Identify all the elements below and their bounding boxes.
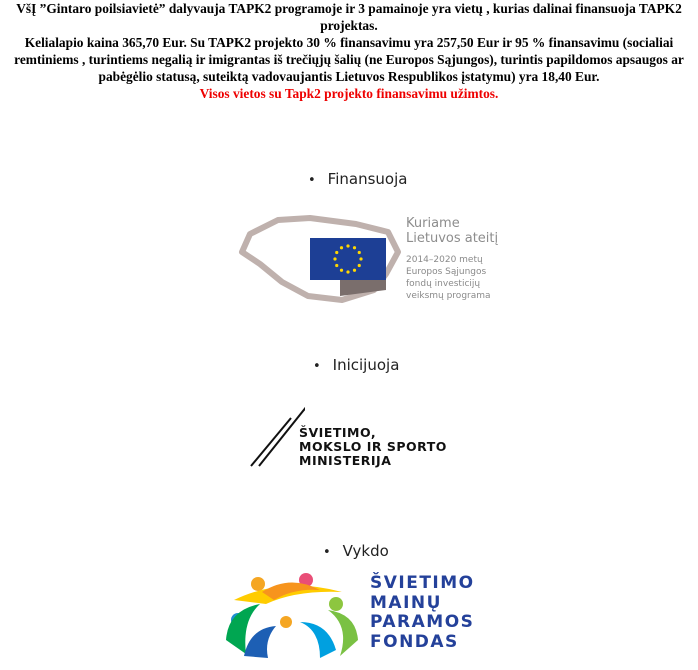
smpf-name-1: ŠVIETIMO (370, 573, 475, 593)
eu-star-icon (335, 264, 338, 267)
eu-star-icon (335, 251, 338, 254)
eu-logo-line-program: veiksmų programa (406, 291, 491, 301)
smpf-name-3: PARAMOS (370, 612, 475, 632)
ministry-name-1: ŠVIETIMO, (299, 425, 377, 440)
eu-star-icon (340, 269, 343, 272)
funding-notice: Visos vietos su Tapk2 projekto finansavimu užimtos. (199, 86, 499, 101)
people-circle-icon (224, 570, 360, 660)
eu-logo-period: 2014–2020 metų (406, 255, 483, 265)
funder-heading (308, 170, 407, 188)
eu-funds-logo (238, 212, 518, 308)
smpf-name-4: FONDAS (370, 631, 459, 652)
bullet-icon: • (308, 173, 316, 188)
eu-star-icon (353, 246, 356, 249)
eu-star-icon (359, 257, 362, 260)
eu-logo-slogan-1: Kuriame (406, 216, 460, 231)
eu-logo-line-eu: Europos Sąjungos (406, 267, 487, 277)
intro-paragraph-1: VšĮ ”Gintaro poilsiavietė” dalyvauja TAPK2 programoje ir 3 pamainoje yra vietų , kurias dalinai finansuoja TAPK2 projektas. (16, 1, 682, 33)
eu-logo-line-funds: fondų investicijų (406, 279, 481, 289)
ministry-name-2: MOKSLO IR SPORTO (299, 439, 447, 454)
ministry-logo (245, 404, 505, 474)
bullet-icon: • (313, 359, 321, 374)
ministry-name-3: MINISTERIJA (299, 453, 392, 468)
eu-star-icon (346, 244, 349, 247)
initiator-label: Inicijuoja (332, 356, 400, 374)
initiator-heading (313, 356, 399, 374)
intro-text (0, 0, 698, 102)
eu-star-icon (346, 270, 349, 273)
smpf-name-2: MAINŲ (370, 592, 442, 613)
funder-label: Finansuoja (327, 170, 408, 188)
eu-star-icon (358, 251, 361, 254)
intro-paragraph-2: Kelialapio kaina 365,70 Eur. Su TAPK2 projekto 30 % finansavimu yra 257,50 Eur ir 95 % finansavimu (socialiai remtiniems , turintiems negalią ir imigrantas iš trečiųjų šalių (ne Europos Sąjungos), turintis papildomos apsaugos ar pabėgėlio statusą, suteiktą vadovaujantis Lietuvos Respublikos įstatymu) yra 18,40 Eur. (14, 35, 684, 84)
ministry-slashes-icon (245, 404, 305, 470)
eu-star-icon (340, 246, 343, 249)
eu-star-icon (353, 269, 356, 272)
eu-star-icon (333, 257, 336, 260)
executor-label: Vykdo (342, 542, 389, 560)
smpf-logo (224, 570, 504, 670)
eu-logo-slogan-2: Lietuvos ateitį (406, 231, 499, 246)
eu-star-icon (358, 264, 361, 267)
executor-heading (323, 542, 389, 560)
bullet-icon: • (323, 545, 331, 560)
